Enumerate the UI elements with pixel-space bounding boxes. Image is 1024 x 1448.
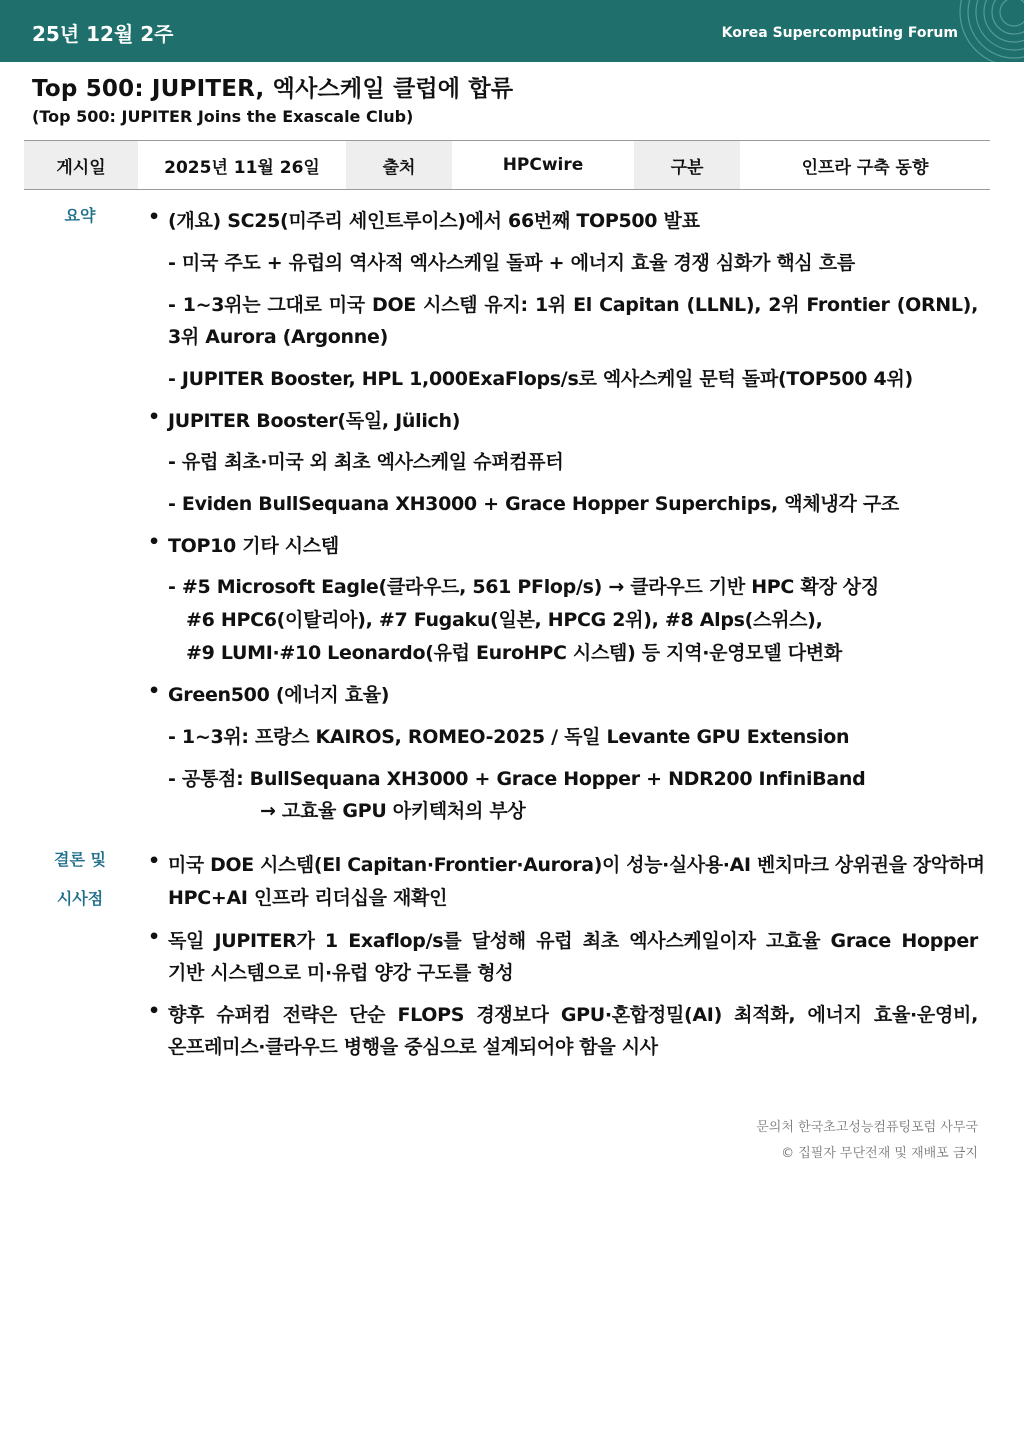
summary-line: Green500 (에너지 효율) [168,684,390,706]
summary-line: #9 LUMI·#10 Leonardo(유럽 EuroHPC 시스템) 등 지역·운영모델 다변화 [186,642,842,664]
summary-line: → 고효율 GPU 아키텍처의 부상 [260,800,526,822]
summary-line: JUPITER Booster(독일, Jülich) [168,410,461,432]
summary-line: - Eviden BullSequana XH3000 + Grace Hopper Superchips, 액체냉각 구조 [168,493,899,515]
posted-value: 2025년 11월 26일 [164,157,320,178]
bullet: • [148,1000,161,1022]
header-banner [0,0,1024,62]
summary-line: - 1~3위: 프랑스 KAIROS, ROMEO-2025 / 독일 Levante GPU Extension [168,726,850,748]
conclusion-label-2: 시사점 [56,889,104,908]
conclusion-line: 온프레미스·클라우드 병행을 중심으로 설계되어야 함을 시사 [168,1036,658,1058]
bullet: • [148,406,161,428]
conclusion-line: 독일 JUPITER가 1 Exaflop/s를 달성해 유럽 최초 엑사스케일이자 고효율 Grace Hopper [168,930,978,952]
footer-copyright: © 집필자 무단전재 및 재배포 금지 [781,1146,978,1161]
summary-line: #6 HPC6(이탈리아), #7 Fugaku(일본, HPCG 2위), #8 Alps(스위스), [186,609,823,631]
conclusion-line: HPC+AI 인프라 리더십을 재확인 [168,887,448,909]
conclusion-line: 기반 시스템으로 미·유럽 양강 구도를 형성 [168,962,514,984]
posted-label: 게시일 [24,141,138,189]
bullet: • [148,531,161,553]
footer-contact: 문의처 한국초고성능컴퓨팅포럼 사무국 [756,1120,978,1135]
summary-line: - #5 Microsoft Eagle(클라우드, 561 PFlop/s) → 클라우드 기반 HPC 확장 상징 [168,576,879,598]
summary-line: TOP10 기타 시스템 [168,535,339,557]
issue-week: 25년 12월 2주 [32,22,174,46]
summary-line: - 공통점: BullSequana XH3000 + Grace Hopper + NDR200 InfiniBand [168,768,866,790]
bullet: • [148,926,161,948]
conclusion-label-1: 결론 및 [54,850,106,869]
source-label: 출처 [346,141,452,189]
bullet: • [148,680,161,702]
conclusion-line: 향후 슈퍼컴 전략은 단순 FLOPS 경쟁보다 GPU·혼합정밀(AI) 최적화, 에너지 효율·운영비, [168,1004,978,1026]
category-label: 구분 [634,141,740,189]
summary-line: (개요) SC25(미주리 세인트루이스)에서 66번째 TOP500 발표 [168,210,700,232]
swirl-logo-icon [944,0,1024,62]
summary-label: 요약 [64,206,96,225]
bullet: • [148,206,161,228]
article-title: Top 500: JUPITER, 엑사스케일 클럽에 합류 [32,76,514,102]
category-value: 인프라 구축 동향 [801,157,929,178]
summary-line: - 유럽 최초·미국 외 최초 엑사스케일 슈퍼컴퓨터 [168,451,564,473]
summary-line: - 미국 주도 + 유럽의 역사적 엑사스케일 돌파 + 에너지 효율 경쟁 심화가 핵심 흐름 [168,252,855,274]
article-subtitle: (Top 500: JUPITER Joins the Exascale Club) [32,107,414,126]
summary-line: - JUPITER Booster, HPL 1,000ExaFlops/s로 엑사스케일 문턱 돌파(TOP500 4위) [168,368,913,390]
source-value: HPCwire [502,155,584,175]
summary-line: 3위 Aurora (Argonne) [168,326,388,348]
meta-table [24,140,990,190]
bullet: • [148,850,161,872]
forum-name: Korea Supercomputing Forum [721,25,958,41]
conclusion-line: 미국 DOE 시스템(El Capitan·Frontier·Aurora)이 성능·실사용·AI 벤치마크 상위권을 장악하며 [168,854,985,876]
summary-line: - 1~3위는 그대로 미국 DOE 시스템 유지: 1위 El Capitan (LLNL), 2위 Frontier (ORNL), [168,294,978,316]
